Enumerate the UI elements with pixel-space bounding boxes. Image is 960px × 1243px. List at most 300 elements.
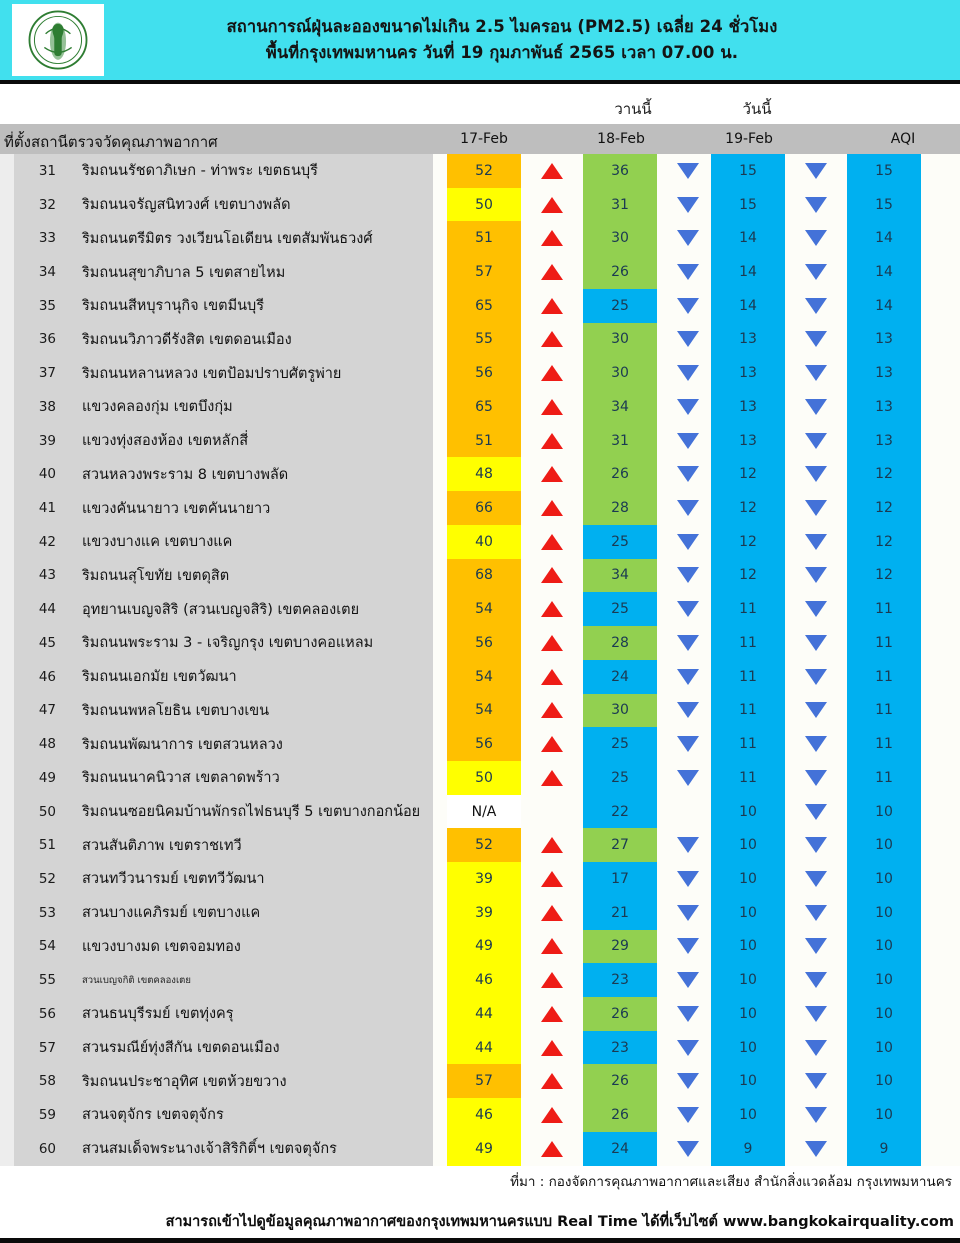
trend-down-icon bbox=[677, 365, 699, 381]
value-17feb: 49 bbox=[447, 1132, 521, 1166]
row-separator-right bbox=[921, 997, 960, 1031]
col-header-18feb: 18-Feb bbox=[597, 131, 645, 147]
row-separator-right bbox=[921, 727, 960, 761]
trend-down-icon bbox=[677, 905, 699, 921]
row-number: 45 bbox=[38, 634, 56, 651]
row-number: 47 bbox=[38, 702, 56, 719]
table-row bbox=[0, 356, 960, 390]
value-aqi: 14 bbox=[847, 221, 921, 255]
value-19feb: 15 bbox=[711, 188, 785, 222]
header-banner bbox=[0, 0, 960, 84]
value-aqi: 11 bbox=[847, 660, 921, 694]
trend-down-icon bbox=[677, 197, 699, 213]
row-number: 41 bbox=[38, 500, 56, 517]
value-aqi: 13 bbox=[847, 424, 921, 458]
trend-down-icon bbox=[805, 1107, 827, 1123]
value-19feb: 13 bbox=[711, 390, 785, 424]
trend-down-icon bbox=[805, 197, 827, 213]
trend-down-icon bbox=[677, 871, 699, 887]
value-17feb: 51 bbox=[447, 221, 521, 255]
trend-aqi bbox=[785, 727, 847, 761]
row-number: 57 bbox=[38, 1039, 56, 1056]
trend-up-icon bbox=[541, 264, 563, 280]
value-aqi: 11 bbox=[847, 694, 921, 728]
row-number: 33 bbox=[38, 230, 56, 247]
table-row bbox=[0, 761, 960, 795]
trend-down-icon bbox=[677, 837, 699, 853]
row-number: 38 bbox=[38, 398, 56, 415]
value-18feb: 36 bbox=[583, 154, 657, 188]
row-separator-right bbox=[921, 1064, 960, 1098]
row-separator-right bbox=[921, 626, 960, 660]
row-separator-right bbox=[921, 963, 960, 997]
trend-17-to-18 bbox=[521, 660, 583, 694]
table-row bbox=[0, 828, 960, 862]
table-row bbox=[0, 1031, 960, 1065]
value-aqi: 10 bbox=[847, 862, 921, 896]
trend-18-to-19 bbox=[657, 390, 719, 424]
row-separator-right bbox=[921, 255, 960, 289]
trend-up-icon bbox=[541, 938, 563, 954]
row-separator-right bbox=[921, 188, 960, 222]
value-18feb: 24 bbox=[583, 1132, 657, 1166]
trend-aqi bbox=[785, 963, 847, 997]
trend-aqi bbox=[785, 390, 847, 424]
value-aqi: 13 bbox=[847, 356, 921, 390]
trend-down-icon bbox=[677, 1073, 699, 1089]
value-19feb: 15 bbox=[711, 154, 785, 188]
trend-down-icon bbox=[805, 433, 827, 449]
value-17feb: 54 bbox=[447, 660, 521, 694]
value-aqi: 10 bbox=[847, 896, 921, 930]
trend-down-icon bbox=[677, 433, 699, 449]
value-19feb: 12 bbox=[711, 559, 785, 593]
value-19feb: 11 bbox=[711, 727, 785, 761]
trend-down-icon bbox=[805, 804, 827, 820]
value-19feb: 11 bbox=[711, 626, 785, 660]
trend-up-icon bbox=[541, 972, 563, 988]
value-19feb: 14 bbox=[711, 255, 785, 289]
footer-realtime-note: สามารถเข้าไปดูข้อมูลคุณภาพอากาศของกรุงเทพมหานครแบบ Real Time ได้ที่เว็บไซต์ www.bangkokairquality.com bbox=[165, 1214, 954, 1230]
row-separator-right bbox=[921, 525, 960, 559]
trend-17-to-18 bbox=[521, 390, 583, 424]
group-header-today: วันนี้ bbox=[742, 100, 772, 118]
station-name: ริมถนนพหลโยธิน เขตบางเขน bbox=[82, 702, 270, 719]
value-aqi: 11 bbox=[847, 592, 921, 626]
value-18feb: 31 bbox=[583, 188, 657, 222]
trend-18-to-19 bbox=[657, 963, 719, 997]
trend-aqi bbox=[785, 491, 847, 525]
footer bbox=[0, 1166, 960, 1243]
trend-aqi bbox=[785, 626, 847, 660]
value-18feb: 27 bbox=[583, 828, 657, 862]
trend-aqi bbox=[785, 862, 847, 896]
station-name: สวนทวีวนารมย์ เขตทวีวัฒนา bbox=[82, 871, 265, 888]
value-17feb: 39 bbox=[447, 896, 521, 930]
value-19feb: 11 bbox=[711, 694, 785, 728]
trend-18-to-19 bbox=[657, 592, 719, 626]
trend-18-to-19 bbox=[657, 1098, 719, 1132]
trend-down-icon bbox=[677, 1107, 699, 1123]
trend-down-icon bbox=[805, 399, 827, 415]
station-name: ริมถนนสุโขทัย เขตดุสิต bbox=[82, 567, 230, 584]
trend-down-icon bbox=[805, 770, 827, 786]
trend-down-icon bbox=[805, 331, 827, 347]
station-name: สวนบางแคภิรมย์ เขตบางแค bbox=[82, 905, 261, 922]
trend-down-icon bbox=[805, 736, 827, 752]
value-19feb: 14 bbox=[711, 289, 785, 323]
value-18feb: 34 bbox=[583, 559, 657, 593]
trend-down-icon bbox=[677, 736, 699, 752]
trend-aqi bbox=[785, 761, 847, 795]
row-number: 42 bbox=[38, 533, 56, 550]
trend-up-icon bbox=[541, 365, 563, 381]
row-number: 48 bbox=[38, 736, 56, 753]
trend-down-icon bbox=[805, 1006, 827, 1022]
value-18feb: 26 bbox=[583, 1098, 657, 1132]
value-19feb: 10 bbox=[711, 795, 785, 829]
row-separator-right bbox=[921, 1132, 960, 1166]
trend-up-icon bbox=[541, 230, 563, 246]
trend-down-icon bbox=[677, 298, 699, 314]
value-18feb: 17 bbox=[583, 862, 657, 896]
value-17feb: 54 bbox=[447, 694, 521, 728]
station-name: สวนธนบุรีรมย์ เขตทุ่งครุ bbox=[82, 1006, 234, 1023]
trend-17-to-18 bbox=[521, 1132, 583, 1166]
value-18feb: 24 bbox=[583, 660, 657, 694]
trend-down-icon bbox=[677, 163, 699, 179]
trend-down-icon bbox=[677, 601, 699, 617]
group-header-yesterday: วานนี้ bbox=[614, 100, 652, 118]
trend-18-to-19 bbox=[657, 626, 719, 660]
table-row bbox=[0, 457, 960, 491]
value-19feb: 11 bbox=[711, 660, 785, 694]
value-19feb: 10 bbox=[711, 997, 785, 1031]
trend-down-icon bbox=[677, 1040, 699, 1056]
logo-container bbox=[12, 4, 104, 76]
value-17feb: 46 bbox=[447, 1098, 521, 1132]
row-number: 49 bbox=[38, 769, 56, 786]
trend-17-to-18 bbox=[521, 761, 583, 795]
trend-aqi bbox=[785, 424, 847, 458]
row-number: 43 bbox=[38, 567, 56, 584]
value-17feb: 40 bbox=[447, 525, 521, 559]
trend-up-icon bbox=[541, 466, 563, 482]
trend-17-to-18 bbox=[521, 559, 583, 593]
row-number: 37 bbox=[38, 365, 56, 382]
value-17feb: 50 bbox=[447, 761, 521, 795]
col-header-17feb: 17-Feb bbox=[460, 131, 508, 147]
trend-up-icon bbox=[541, 635, 563, 651]
table-row bbox=[0, 491, 960, 525]
trend-17-to-18 bbox=[521, 154, 583, 188]
value-17feb: N/A bbox=[447, 795, 521, 829]
report-title-line2: พื้นที่กรุงเทพมหานคร วันที่ 19 กุมภาพันธ์ 2565 เวลา 07.00 น. bbox=[265, 42, 739, 62]
table-row bbox=[0, 221, 960, 255]
trend-down-icon bbox=[677, 567, 699, 583]
value-18feb: 30 bbox=[583, 221, 657, 255]
value-17feb: 65 bbox=[447, 289, 521, 323]
table-row bbox=[0, 963, 960, 997]
trend-up-icon bbox=[541, 1107, 563, 1123]
value-aqi: 10 bbox=[847, 997, 921, 1031]
trend-18-to-19 bbox=[657, 323, 719, 357]
row-separator-right bbox=[921, 592, 960, 626]
trend-down-icon bbox=[805, 837, 827, 853]
trend-up-icon bbox=[541, 433, 563, 449]
trend-18-to-19 bbox=[657, 694, 719, 728]
trend-down-icon bbox=[677, 938, 699, 954]
trend-down-icon bbox=[677, 702, 699, 718]
row-number: 54 bbox=[38, 938, 56, 955]
row-number: 31 bbox=[38, 162, 56, 179]
trend-down-icon bbox=[805, 972, 827, 988]
trend-aqi bbox=[785, 356, 847, 390]
trend-18-to-19 bbox=[657, 188, 719, 222]
value-19feb: 10 bbox=[711, 1098, 785, 1132]
value-17feb: 56 bbox=[447, 626, 521, 660]
trend-aqi bbox=[785, 289, 847, 323]
col-header-19feb: 19-Feb bbox=[725, 131, 773, 147]
trend-18-to-19 bbox=[657, 289, 719, 323]
value-19feb: 10 bbox=[711, 896, 785, 930]
trend-18-to-19 bbox=[657, 828, 719, 862]
value-17feb: 52 bbox=[447, 154, 521, 188]
value-18feb: 28 bbox=[583, 491, 657, 525]
table-body bbox=[0, 154, 960, 1166]
row-separator-right bbox=[921, 828, 960, 862]
station-name: ริมถนนวิภาวดีรังสิต เขตดอนเมือง bbox=[82, 331, 292, 348]
trend-up-icon bbox=[541, 702, 563, 718]
row-separator-right bbox=[921, 930, 960, 964]
value-19feb: 9 bbox=[711, 1132, 785, 1166]
trend-down-icon bbox=[677, 399, 699, 415]
value-18feb: 30 bbox=[583, 323, 657, 357]
value-18feb: 25 bbox=[583, 592, 657, 626]
value-18feb: 25 bbox=[583, 289, 657, 323]
trend-17-to-18 bbox=[521, 626, 583, 660]
trend-17-to-18 bbox=[521, 457, 583, 491]
value-19feb: 10 bbox=[711, 930, 785, 964]
value-17feb: 51 bbox=[447, 424, 521, 458]
row-separator-right bbox=[921, 323, 960, 357]
trend-17-to-18 bbox=[521, 289, 583, 323]
value-aqi: 15 bbox=[847, 154, 921, 188]
trend-17-to-18 bbox=[521, 930, 583, 964]
value-18feb: 26 bbox=[583, 1064, 657, 1098]
trend-17-to-18 bbox=[521, 963, 583, 997]
rows-host bbox=[0, 154, 960, 1166]
table-row bbox=[0, 660, 960, 694]
station-name: สวนเบญจกิติ เขตคลองเตย bbox=[82, 974, 191, 986]
station-name: ริมถนนซอยนิคมบ้านพักรถไฟธนบุรี 5 เขตบางกอกน้อย bbox=[82, 804, 421, 821]
trend-17-to-18 bbox=[521, 356, 583, 390]
trend-down-icon bbox=[805, 1073, 827, 1089]
table-row bbox=[0, 255, 960, 289]
trend-17-to-18 bbox=[521, 188, 583, 222]
station-name: แขวงทุ่งสองห้อง เขตหลักสี่ bbox=[82, 433, 249, 450]
value-19feb: 12 bbox=[711, 491, 785, 525]
row-number: 44 bbox=[38, 601, 56, 618]
trend-18-to-19 bbox=[657, 356, 719, 390]
trend-17-to-18 bbox=[521, 424, 583, 458]
trend-18-to-19 bbox=[657, 930, 719, 964]
value-18feb: 23 bbox=[583, 1031, 657, 1065]
station-name: แขวงคลองกุ่ม เขตบึงกุ่ม bbox=[82, 399, 233, 416]
value-aqi: 10 bbox=[847, 1031, 921, 1065]
trend-down-icon bbox=[805, 1141, 827, 1157]
row-number: 53 bbox=[38, 904, 56, 921]
trend-down-icon bbox=[805, 635, 827, 651]
row-separator-right bbox=[921, 289, 960, 323]
value-17feb: 68 bbox=[447, 559, 521, 593]
trend-down-icon bbox=[805, 534, 827, 550]
trend-up-icon bbox=[541, 871, 563, 887]
station-name: สวนจตุจักร เขตจตุจักร bbox=[82, 1107, 224, 1124]
trend-18-to-19 bbox=[657, 1064, 719, 1098]
value-18feb: 25 bbox=[583, 525, 657, 559]
table-row bbox=[0, 1064, 960, 1098]
trend-17-to-18 bbox=[521, 862, 583, 896]
station-name: แขวงคันนายาว เขตคันนายาว bbox=[82, 500, 271, 517]
trend-down-icon bbox=[805, 500, 827, 516]
trend-down-icon bbox=[805, 702, 827, 718]
trend-aqi bbox=[785, 795, 847, 829]
station-name: ริมถนนตรีมิตร วงเวียนโอเดียน เขตสัมพันธวงศ์ bbox=[82, 230, 373, 247]
station-name: แขวงบางแค เขตบางแค bbox=[82, 534, 233, 551]
table-row bbox=[0, 592, 960, 626]
value-19feb: 10 bbox=[711, 862, 785, 896]
station-name: สวนสันติภาพ เขตราชเทวี bbox=[82, 837, 242, 854]
row-separator-right bbox=[921, 154, 960, 188]
value-18feb: 26 bbox=[583, 255, 657, 289]
trend-aqi bbox=[785, 188, 847, 222]
trend-17-to-18 bbox=[521, 1031, 583, 1065]
value-18feb: 28 bbox=[583, 626, 657, 660]
trend-up-icon bbox=[541, 197, 563, 213]
row-separator-right bbox=[921, 896, 960, 930]
value-aqi: 11 bbox=[847, 761, 921, 795]
trend-aqi bbox=[785, 559, 847, 593]
trend-18-to-19 bbox=[657, 491, 719, 525]
table-row bbox=[0, 862, 960, 896]
trend-aqi bbox=[785, 997, 847, 1031]
row-separator-right bbox=[921, 862, 960, 896]
value-aqi: 12 bbox=[847, 491, 921, 525]
value-aqi: 15 bbox=[847, 188, 921, 222]
trend-aqi bbox=[785, 828, 847, 862]
trend-down-icon bbox=[677, 635, 699, 651]
trend-aqi bbox=[785, 154, 847, 188]
value-19feb: 12 bbox=[711, 525, 785, 559]
trend-aqi bbox=[785, 1064, 847, 1098]
trend-down-icon bbox=[805, 298, 827, 314]
trend-up-icon bbox=[541, 399, 563, 415]
row-number: 32 bbox=[38, 196, 56, 213]
trend-down-icon bbox=[677, 500, 699, 516]
value-18feb: 29 bbox=[583, 930, 657, 964]
trend-up-icon bbox=[541, 298, 563, 314]
trend-17-to-18 bbox=[521, 1064, 583, 1098]
trend-down-icon bbox=[677, 1006, 699, 1022]
value-18feb: 25 bbox=[583, 761, 657, 795]
row-number: 46 bbox=[38, 668, 56, 685]
trend-down-icon bbox=[805, 905, 827, 921]
trend-17-to-18 bbox=[521, 694, 583, 728]
trend-17-to-18 bbox=[521, 795, 583, 829]
trend-18-to-19 bbox=[657, 997, 719, 1031]
trend-aqi bbox=[785, 1132, 847, 1166]
value-17feb: 50 bbox=[447, 188, 521, 222]
trend-18-to-19 bbox=[657, 559, 719, 593]
row-separator-right bbox=[921, 1098, 960, 1132]
row-number: 36 bbox=[38, 331, 56, 348]
value-aqi: 9 bbox=[847, 1132, 921, 1166]
value-18feb: 25 bbox=[583, 727, 657, 761]
trend-17-to-18 bbox=[521, 255, 583, 289]
trend-down-icon bbox=[805, 365, 827, 381]
trend-18-to-19 bbox=[657, 795, 719, 829]
trend-18-to-19 bbox=[657, 525, 719, 559]
value-19feb: 12 bbox=[711, 457, 785, 491]
trend-down-icon bbox=[805, 264, 827, 280]
station-name: ริมถนนสุขาภิบาล 5 เขตสายไหม bbox=[82, 264, 286, 281]
trend-18-to-19 bbox=[657, 457, 719, 491]
trend-17-to-18 bbox=[521, 491, 583, 525]
value-aqi: 11 bbox=[847, 727, 921, 761]
trend-17-to-18 bbox=[521, 997, 583, 1031]
row-number: 51 bbox=[38, 837, 56, 854]
trend-down-icon bbox=[805, 466, 827, 482]
value-18feb: 23 bbox=[583, 963, 657, 997]
value-17feb: 66 bbox=[447, 491, 521, 525]
value-17feb: 44 bbox=[447, 1031, 521, 1065]
trend-18-to-19 bbox=[657, 1031, 719, 1065]
trend-up-icon bbox=[541, 534, 563, 550]
footer-rule bbox=[0, 1238, 960, 1243]
trend-18-to-19 bbox=[657, 221, 719, 255]
value-18feb: 21 bbox=[583, 896, 657, 930]
group-header-row bbox=[0, 88, 960, 124]
trend-aqi bbox=[785, 592, 847, 626]
table-row bbox=[0, 154, 960, 188]
trend-17-to-18 bbox=[521, 727, 583, 761]
row-separator-right bbox=[921, 694, 960, 728]
trend-aqi bbox=[785, 660, 847, 694]
value-aqi: 11 bbox=[847, 626, 921, 660]
col-header-aqi: AQI bbox=[890, 131, 916, 147]
row-separator-right bbox=[921, 390, 960, 424]
value-19feb: 13 bbox=[711, 356, 785, 390]
table-row bbox=[0, 795, 960, 829]
trend-aqi bbox=[785, 1098, 847, 1132]
trend-18-to-19 bbox=[657, 1132, 719, 1166]
trend-down-icon bbox=[677, 466, 699, 482]
value-19feb: 10 bbox=[711, 828, 785, 862]
trend-aqi bbox=[785, 1031, 847, 1065]
row-separator-right bbox=[921, 1031, 960, 1065]
trend-18-to-19 bbox=[657, 862, 719, 896]
trend-up-icon bbox=[541, 669, 563, 685]
row-number: 50 bbox=[38, 803, 56, 820]
value-17feb: 57 bbox=[447, 255, 521, 289]
station-name: สวนสมเด็จพระนางเจ้าสิริกิติ์ฯ เขตจตุจักร bbox=[82, 1141, 337, 1158]
trend-17-to-18 bbox=[521, 592, 583, 626]
value-17feb: 46 bbox=[447, 963, 521, 997]
station-name: ริมถนนเอกมัย เขตวัฒนา bbox=[82, 669, 237, 686]
value-18feb: 34 bbox=[583, 390, 657, 424]
trend-up-icon bbox=[541, 905, 563, 921]
